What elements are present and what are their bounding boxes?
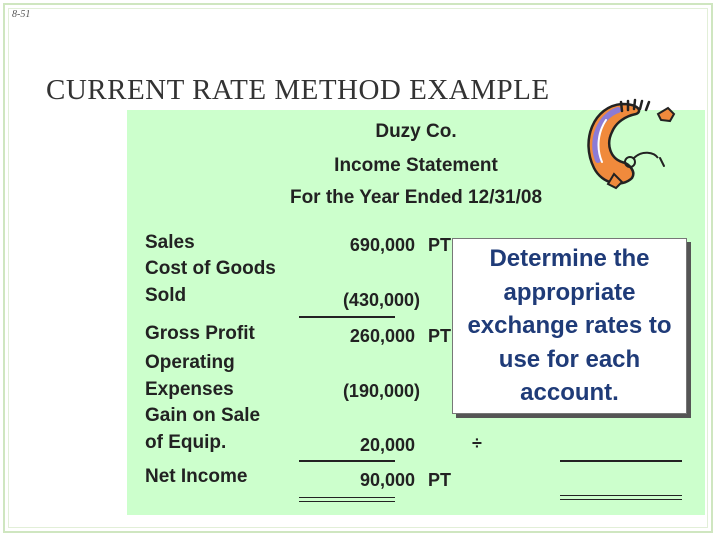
amount-net-income: 90,000 <box>359 470 415 490</box>
row-label-sales: Sales <box>145 232 195 253</box>
row-label-net-income: Net Income <box>145 466 248 487</box>
amount-gain-on-sale: 20,000 <box>359 435 415 455</box>
rate-gain-on-sale: ÷ <box>472 433 482 453</box>
amount-gross-profit: 260,000 <box>349 326 415 346</box>
statement-name: Income Statement <box>334 155 498 176</box>
row-label-cogs: Cost of Goods Sold <box>145 258 276 306</box>
callout-text: Determine the appropriate exchange rates to use for each account. <box>467 245 672 407</box>
statement-period: For the Year Ended 12/31/08 <box>289 187 543 208</box>
page-number: 8-51 <box>12 9 31 20</box>
row-label-operating-expenses: Operating Expenses <box>145 352 235 400</box>
subtotal-rule-net-income <box>299 460 395 462</box>
rate-sales: PT <box>428 235 452 255</box>
subtotal-rule-gross-profit <box>299 316 395 318</box>
row-label-gross-profit: Gross Profit <box>145 323 255 344</box>
cartoon-worm-icon <box>578 92 698 197</box>
slide-title: CURRENT RATE METHOD EXAMPLE <box>46 74 550 106</box>
rate-net-income: PT <box>428 470 452 490</box>
company-name: Duzy Co. <box>375 121 457 142</box>
amount-sales: 690,000 <box>349 235 415 255</box>
answer-double-rule <box>560 495 682 500</box>
amount-operating-expenses: (190,000) <box>342 381 420 401</box>
double-rule-net-income <box>299 497 395 502</box>
instruction-callout <box>452 238 687 414</box>
rate-gross-profit: PT <box>428 326 452 346</box>
row-label-gain-on-sale: Gain on Sale of Equip. <box>145 405 261 453</box>
amount-cogs: (430,000) <box>342 290 420 310</box>
answer-rule-net-income <box>560 460 682 462</box>
